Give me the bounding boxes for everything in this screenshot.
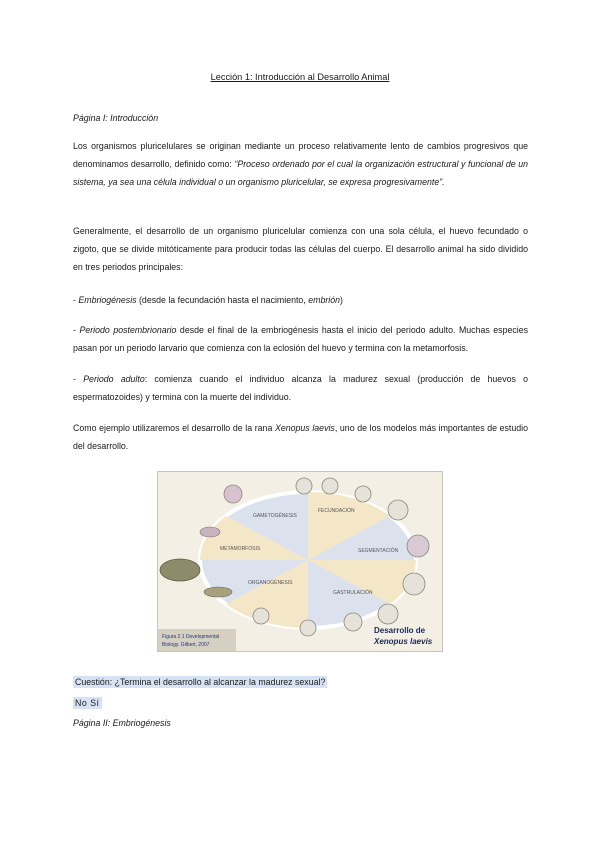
morula-icon [388,500,408,520]
period-term: Periodo postembrionario [79,325,177,335]
period-text: : comienza cuando el individuo alcanza la madurez sexual (producción de huevos o espermatozoides) y termina con la muerte del individuo. [73,374,529,402]
example-text-end: , uno de los modelos más importantes de estudio del desarrollo. [73,423,529,451]
adult-frog-icon [160,559,200,581]
period-text-italic: embrión [308,295,341,305]
gastrula-icon [403,573,425,595]
two-cell-icon [322,478,338,494]
example-text: Como ejemplo utilizaremos el desarrollo de la rana [73,423,275,433]
period-embriogenesis [73,291,528,309]
sperm-egg-icon [200,527,220,537]
hatching-icon [300,620,316,636]
question-text: Cuestión: ¿Termina el desarrollo al alcanzar la madurez sexual? [75,677,326,687]
sector-label: FECUNDACIÓN [318,508,355,514]
larva-icon [253,608,269,624]
period-dash: - [73,295,79,305]
tadpole-icon [204,587,232,597]
figure-title-line1: Desarrollo de [374,626,426,635]
paragraph-development: Generalmente, el desarrollo de un organismo pluricelular comienza con una sola célula, el huevo fecundado o zigoto, que se divide mitóticamente para producir todas las células del cuerpo. El desarrollo animal ha sido dividido en tres periodos principales: [73,226,528,272]
period-dash: - [73,325,80,335]
period-adulto [73,370,528,406]
paragraph-definition [73,137,528,191]
period-term: Periodo adulto [83,374,145,384]
period-dash: - [73,374,84,384]
period-postembrionario [73,321,528,357]
neurula-icon [378,604,398,624]
xenopus-cycle-diagram [158,472,442,651]
period-text: desde el final de la embriogénesis hasta el inicio del periodo adulto. Muchas especies pasan por un periodo larvario que comienza con la eclosión del huevo y termina con la metamorfosis. [73,325,529,353]
embryo-icon [344,613,362,631]
figure-source-line1: Figura 2.1 Developmental [162,634,220,640]
sector-label: GASTRULACIÓN [333,590,373,596]
paragraph-example [73,419,528,455]
zygote-icon [296,478,312,494]
period-term: Embriogénesis [78,295,137,305]
species-name: Xenopus laevis [274,423,335,433]
sector-label: GAMETOGÉNESIS [253,513,297,519]
paragraph-definition-quote: “Proceso ordenado por el cual la organización estructural y funcional de un sistema, ya sea una célula individual o un organismo pluricelular, se expresa progresivamente”. [73,159,528,187]
section-header-embriogenesis: Página II: Embriogénesis [73,718,171,728]
period-text-end: ) [340,295,343,305]
period-text: (desde la fecundación hasta el nacimiento, [136,295,309,305]
sector-label: SEGMENTACIÓN [358,548,399,554]
figure-title-line2: Xenopus laevis [374,637,433,646]
figure-source-line2: Biology. Gilbert, 2007 [162,642,210,648]
section-header-intro: Página I: Introducción [73,113,159,123]
development-cycle-figure [157,471,443,652]
answer-options[interactable]: No Sí [75,698,100,708]
page-title: Lección 1: Introducción al Desarrollo Animal [210,72,390,82]
egg-cell-icon [224,485,242,503]
four-cell-icon [355,486,371,502]
blastula-icon [407,535,429,557]
paragraph-definition-text: Los organismos pluricelulares se originan mediante un proceso relativamente lento de cambios progresivos que denominamos desarrollo, definido como: [73,141,528,169]
sector-label: ORGANOGÉNESIS [248,580,293,586]
sector-label: METAMORFOSIS [220,546,261,552]
